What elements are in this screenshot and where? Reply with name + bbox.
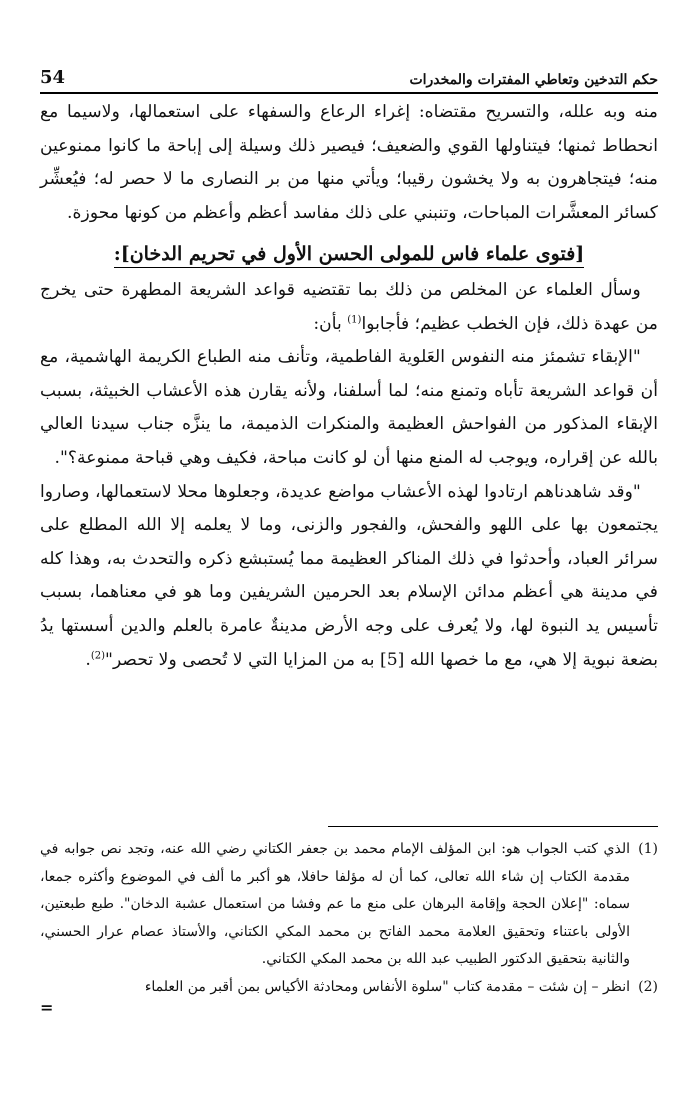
footnotes bbox=[40, 836, 658, 1015]
continuation-mark: = bbox=[40, 998, 54, 1017]
paragraph-2 bbox=[40, 274, 658, 341]
main-text bbox=[40, 96, 658, 677]
footnote-2 bbox=[40, 974, 658, 1002]
section-heading-text: [فتوى علماء فاس للمولى الحسن الأول في تحريم الدخان]: bbox=[114, 243, 585, 268]
paragraph-1: منه وبه علله، والتسريح مقتضاه: إغراء الرعاع والسفهاء على استعمالها، ولاسيما مع انحطاط ثمنها؛ فيتناولها القوي والضعيف؛ فيصير ذلك وسيلة إلى إباحة ما كانوا ممنوعين منه؛ فيتجاهرون به ولا يخشون رقيبا؛ ويأتي منها من بر النصارى ما لا حصر له؛ فيُعشِّر كسائر المعشَّرات المباحات، وتنبني على ذلك مفاسد أعظم وأعظم من كونها محوزة. bbox=[40, 102, 658, 223]
footnote-ref-2[interactable]: (2) bbox=[90, 649, 106, 661]
page-number: 54 bbox=[40, 67, 66, 88]
paragraph-4 bbox=[40, 476, 658, 678]
paragraph-2-end: بأن: bbox=[313, 313, 348, 334]
footnote-separator bbox=[328, 826, 658, 827]
footnote-text: الذي كتب الجواب هو: ابن المؤلف الإمام محمد بن جعفر الكتاني رضي الله عنه، وتجد نص جوابه في مقدمة الكتاب إن شاء الله تعالى، كما أن له مؤلفا حافلا، هو أكبر ما ألف في الموضوع وأكثره جمعا، سماه: "إعلان الحجة وإقامة البرهان على منع ما عم وفشا من استعمال عشبة الدخان". طبع طبعتين، الأولى باعتناء وتحقيق العلامة محمد الفاتح بن محمد المكي الكتاني، والأستاذ عصام عرار الحسني، والثانية بتحقيق الدكتور الطبيب عبد الله بن محمد المكي الكتاني. bbox=[40, 841, 630, 967]
paragraph-4-end: . bbox=[85, 649, 91, 670]
footnote-number: (2) bbox=[638, 978, 658, 995]
footnote-ref-1[interactable]: (1) bbox=[347, 313, 362, 325]
running-title: حكم التدخين وتعاطي المفترات والمخدرات bbox=[409, 72, 658, 88]
footnote-number: (1) bbox=[638, 841, 658, 857]
paragraph-2-text: وسأل العلماء عن المخلص من ذلك بما تقتضيه قواعد الشريعة المطهرة حتى يخرج من عهدة ذلك، فإن الخطب عظيم؛ فأجابوا bbox=[40, 279, 658, 334]
paragraph-3 bbox=[40, 341, 658, 475]
page-header bbox=[40, 58, 658, 94]
paragraph-3-text: "الإبقاء تشمئز منه النفوس العَلوية الفاطمية، وتأنف منه الطباع الكريمة الهاشمية، مع أن قواعد الشريعة تأباه وتمنع منه؛ لما أسلفنا، ولأنه يقارن هذه الأعشاب الخبيثة، بسبب الإبقاء المذكور من الفواحش العظيمة والمنكرات الذميمة، ما ينزَّه جناب سيدنا العالي بالله عن إقراره، ويوجب له المنع منها أن لو كانت مباحة، فكيف وهي قباحة ممنوعة؟". bbox=[40, 347, 658, 468]
section-heading bbox=[40, 238, 658, 272]
footnote-text: انظر – إن شئت – مقدمة كتاب "سلوة الأنفاس ومحادثة الأكياس بمن أقبر من العلماء bbox=[144, 978, 630, 995]
footnote-1 bbox=[40, 836, 658, 974]
paragraph-4-text: "وقد شاهدناهم ارتادوا لهذه الأعشاب مواضع عديدة، وجعلوها محلا لاستعمالها، وصاروا يجتمعون بها على اللهو والفحش، والفجور والزنى، وما لا يعلمه إلا الله المطلع على سرائر العباد، وأحدثوا في ذلك المناكر العظيمة مما يُستبشع ذكره والتحدث به، وهذا كله في مدينة هي أعظم مدائن الإسلام بعد الحرمين الشريفين وما هو في معناهما، بسبب تأسيس يد النبوة لها، ولا يُعرف على وجه الأرض مدينةٌ عامرة بالعلم والدين أسستها يدُ بضعة نبوية إلا هي، مع ما خصها الله [5] به من المزايا التي لا تُحصى ولا تحصر" bbox=[40, 481, 658, 670]
